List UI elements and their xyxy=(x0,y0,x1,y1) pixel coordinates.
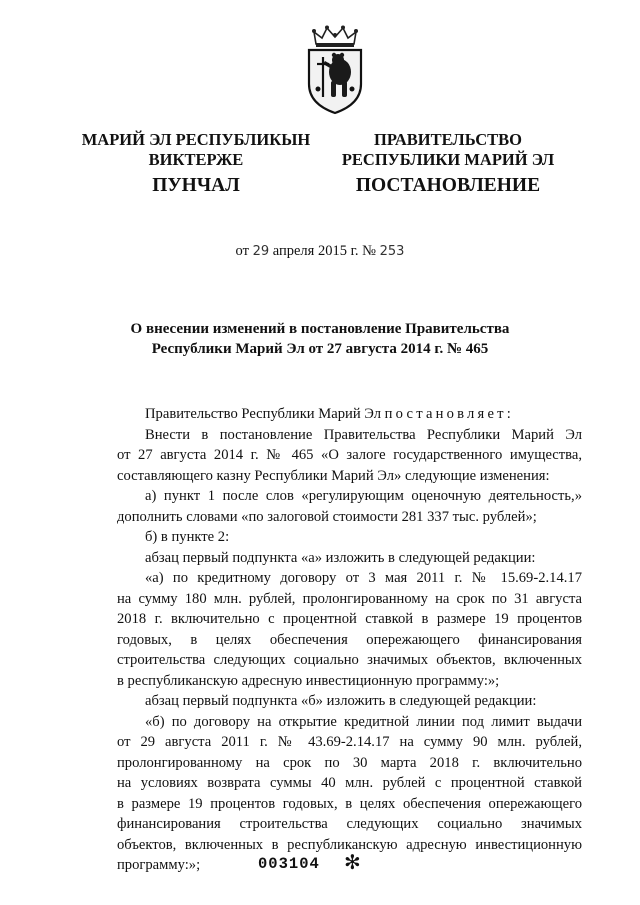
right-org-line1: ПРАВИТЕЛЬСТВО xyxy=(374,130,522,149)
form-serial-number: 003104 xyxy=(258,855,320,873)
body-line: от 29 августа 2011 г. № 43.69-2.14.17 на сумму 90 млн. рублей, xyxy=(117,734,582,750)
body-line: 2018 г. включительно с процентной ставкой в размере 19 процентов xyxy=(117,611,582,627)
crown-icon xyxy=(312,26,358,48)
date-prefix: от xyxy=(235,243,249,259)
left-org-line2: ВИКТЕРЖЕ xyxy=(148,150,244,169)
date-number-line xyxy=(0,243,640,260)
body-line: абзац первый подпункта «б» изложить в следующей редакции: xyxy=(145,693,537,709)
body-line: финансирования строительства следующих социально значимых xyxy=(117,816,582,832)
body-line: в размере 19 процентов годовых, в целях обеспечения опережающего xyxy=(117,795,582,812)
right-org-line2: РЕСПУБЛИКИ МАРИЙ ЭЛ xyxy=(341,150,555,169)
decree-line xyxy=(117,404,582,425)
body-line: годовых, в целях обеспечения опережающего финансирования xyxy=(117,631,582,648)
body-line: Внести в постановление Правительства Республики Марий Эл xyxy=(145,426,582,443)
body-line: «а) по кредитному договору от 3 мая 2011 г. № 15.69-2.14.17 xyxy=(145,570,582,586)
body-line: в республиканскую адресную инвестиционную программу:»; xyxy=(117,672,500,689)
right-doc-type: ПОСТАНОВЛЕНИЕ xyxy=(355,175,541,196)
body-line: на условиях возврата суммы 40 млн. рублей с процентной ставкой xyxy=(117,775,582,791)
body-line: «б) по договору на открытие кредитной линии под лимит выдачи xyxy=(145,713,582,730)
body-line: пролонгированному на срок по 30 марта 2018 г. включительно xyxy=(117,754,582,771)
body-line: строительства следующих социально значимых объектов, включенных xyxy=(117,652,582,668)
body-line: программу:»; xyxy=(117,857,201,873)
document-title-line2: Республики Марий Эл от 27 августа 2014 г. № 465 xyxy=(151,341,489,357)
asterisk-mark-icon: ✻ xyxy=(344,850,361,874)
body-line: на сумму 180 млн. рублей, пролонгированному на срок по 31 августа xyxy=(117,590,582,607)
body-line: от 27 августа 2014 г. № 465 «О залоге государственного имущества, xyxy=(117,447,582,463)
body-line: б) в пункте 2: xyxy=(145,529,230,545)
decree-subject: Правительство Республики Марий Эл xyxy=(145,406,382,422)
body-line: а) пункт 1 после слов «регулирующим оценочную деятельность,» xyxy=(145,488,582,504)
document-number: 253 xyxy=(379,244,405,259)
decree-verb: постановляет: xyxy=(384,406,514,422)
date-day: 29 xyxy=(252,244,270,259)
date-month-year: апреля 2015 г. xyxy=(272,243,359,259)
left-org-line1: МАРИЙ ЭЛ РЕСПУБЛИКЫН xyxy=(81,130,311,149)
body-line: объектов, включенных в республиканскую адресную инвестиционную xyxy=(117,836,582,853)
body-line: абзац первый подпункта «а» изложить в следующей редакции: xyxy=(145,549,536,566)
number-sign: № xyxy=(362,243,376,259)
body-line: дополнить словами «по залоговой стоимости 281 337 тыс. рублей»; xyxy=(117,508,537,525)
body-line: составляющего казну Республики Марий Эл» следующие изменения: xyxy=(117,467,550,484)
left-doc-type: ПУНЧАЛ xyxy=(152,175,240,196)
document-title-line1: О внесении изменений в постановление Правительства xyxy=(130,321,510,337)
coat-of-arms-emblem xyxy=(300,24,370,116)
